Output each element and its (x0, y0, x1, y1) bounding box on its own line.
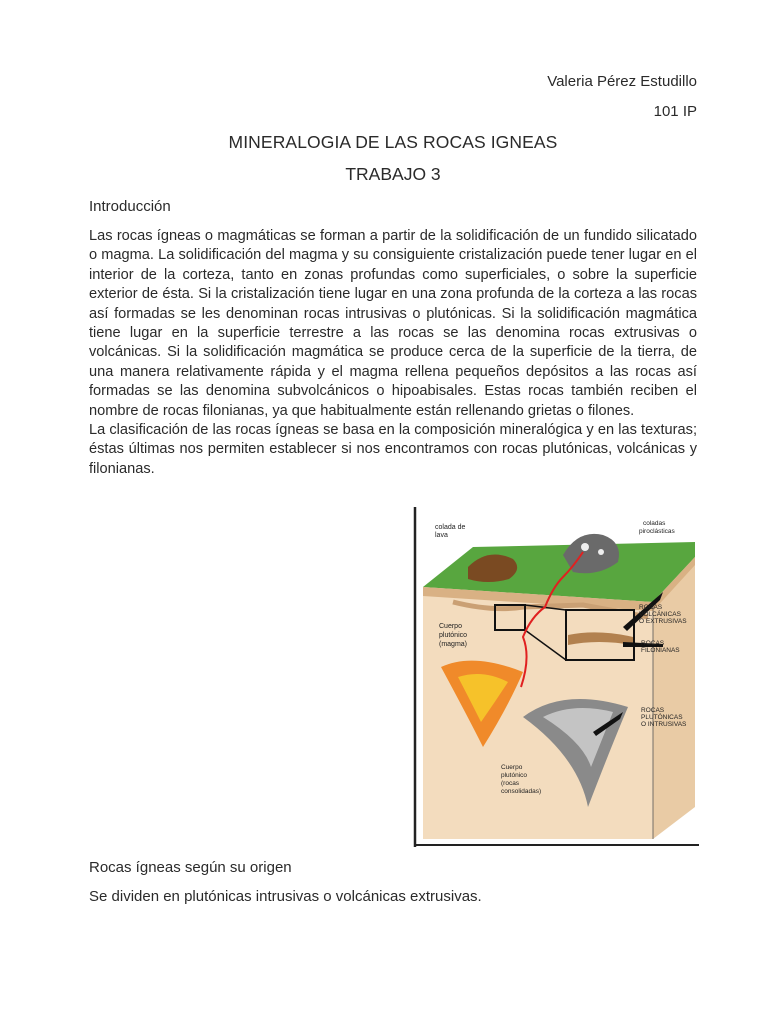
intro-body (89, 227, 697, 479)
pyroclast-speck (581, 543, 589, 551)
label-coladas-piroclasticas: coladas piroclásticas (639, 520, 675, 535)
intro-heading: Introducción (89, 198, 171, 215)
pyroclast-speck (598, 549, 604, 555)
label-rocas-filonianas: ROCAS FILONIANAS (641, 640, 680, 654)
intro-paragraph-1: Las rocas ígneas o magmáticas se forman a partir de la solidificación de un fundido silicatado o magma. La solidificación del magma y su consiguiente cristalización puede tener lugar en el interior de la corteza, tanto en zonas profundas como superficiales, o sobre la superficie exterior de ésta. Si la cristalización tiene lugar en una zona profunda de la corteza a las rocas así formadas se les denominan rocas intrusivas o plutónicas. Si la solidificación magmática tiene lugar en la superficie terrestre a las rocas se las denomina rocas extrusivas o volcánicas. Si la solidificación magmática se produce cerca de la superficie de la tierra, de una manera relativamente rápida y el magma rellena pequeños depósitos a las rocas así formadas se las denomina subvolcánicos o hipoabisales. Estas rocas también reciben el nombre de rocas filonianas, ya que habitualmente están rellenando grietas o filones. (89, 228, 697, 419)
diagram-svg (413, 507, 699, 848)
section-heading: Rocas ígneas según su origen (89, 859, 292, 876)
intro-paragraph-2: La clasificación de las rocas ígneas se basa en la composición mineralógica y en las texturas; éstas últimas nos permiten establecer si nos encontramos con rocas plutónicas, volcánicas y filonianas. (89, 422, 697, 477)
label-rocas-plutonicas: ROCAS PLUTÓNICAS O INTRUSIVAS (641, 707, 687, 728)
document-subtitle: TRABAJO 3 (345, 164, 441, 184)
document-title: MINERALOGIA DE LAS ROCAS IGNEAS (228, 132, 558, 152)
label-colada-lava: colada de lava (435, 524, 466, 539)
label-rocas-volcanicas: ROCAS VOLCÁNICAS O EXTRUSIVAS (639, 604, 687, 625)
section-text: Se dividen en plutónicas intrusivas o volcánicas extrusivas. (89, 888, 482, 905)
label-cuerpo-magma: Cuerpo plutónico (magma) (439, 623, 468, 648)
author-name: Valeria Pérez Estudillo (547, 73, 697, 90)
igneous-rocks-diagram (413, 507, 699, 848)
group-code: 101 IP (653, 103, 697, 120)
label-cuerpo-consolidado: Cuerpo plutónico (rocas consolidadas) (501, 764, 542, 795)
